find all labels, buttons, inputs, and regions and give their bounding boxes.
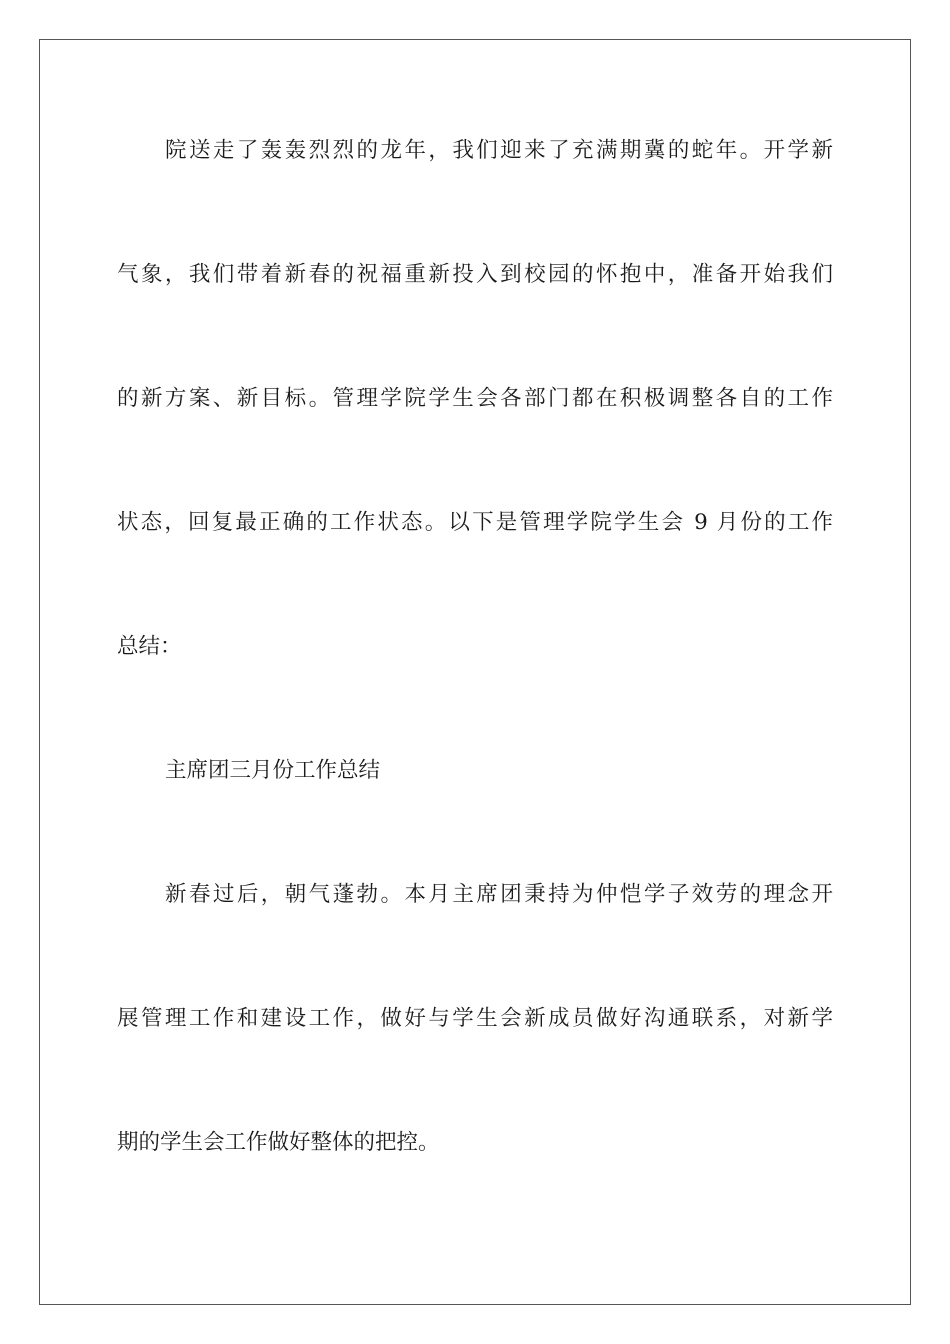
paragraph-3-line-1: 新春过后，朝气蓬勃。本月主席团秉持为仲恺学子效劳的理念开 bbox=[165, 882, 833, 907]
paragraph-3-line-2: 展管理工作和建设工作，做好与学生会新成员做好沟通联系，对新学 bbox=[117, 1006, 833, 1031]
paragraph-1-line-4: 状态，回复最正确的工作状态。以下是管理学院学生会 9 月份的工作 bbox=[117, 510, 833, 535]
paragraph-1-line-5: 总结： bbox=[117, 634, 182, 659]
paragraph-1-line-2: 气象，我们带着新春的祝福重新投入到校园的怀抱中，准备开始我们 bbox=[117, 262, 833, 287]
page-frame bbox=[39, 39, 911, 1305]
paragraph-1-line-1: 院送走了轰轰烈烈的龙年，我们迎来了充满期冀的蛇年。开学新 bbox=[165, 138, 833, 163]
paragraph-1-line-3: 的新方案、新目标。管理学院学生会各部门都在积极调整各自的工作 bbox=[117, 386, 833, 411]
paragraph-3-line-3: 期的学生会工作做好整体的把控。 bbox=[117, 1130, 440, 1155]
section-heading: 主席团三月份工作总结 bbox=[165, 758, 381, 783]
